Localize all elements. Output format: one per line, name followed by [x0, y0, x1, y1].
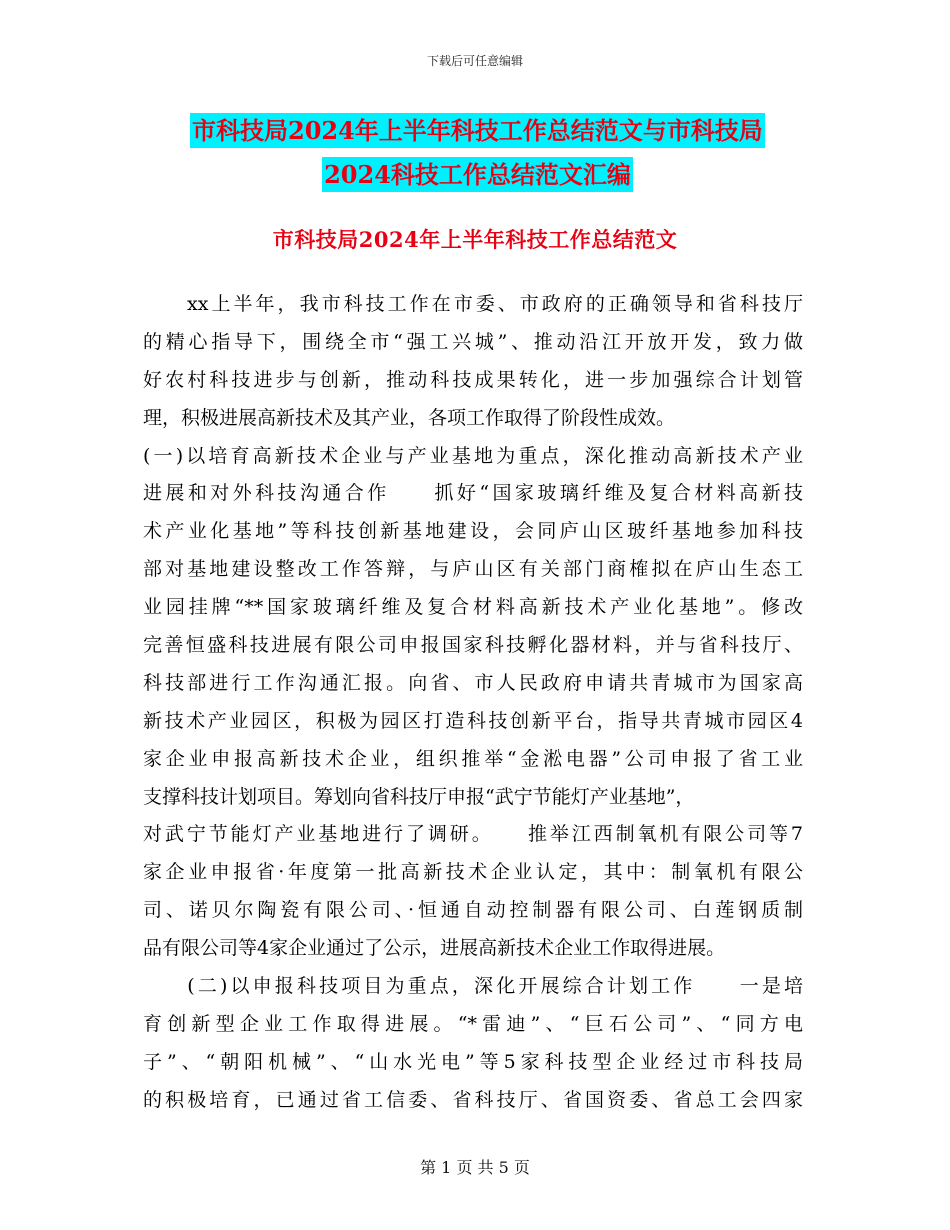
body-line: 的精心指导下，围绕全市“强工兴城”、推动沿江开放开发，致力做 [143, 330, 803, 353]
body-line: 部对基地建设整改工作答辩，与庐山区有关部门商榷拟在庐山生态工 [143, 558, 803, 581]
document-title-line-2 [145, 160, 810, 190]
body-line: 品有限公司等4家企业通过了公示，进展高新技术企业工作取得进展。 [143, 937, 726, 960]
body-line: xx上半年，我市科技工作在市委、市政府的正确领导和省科技厅 [143, 293, 803, 315]
body-line: 科技部进行工作沟通汇报。向省、市人民政府申请共青城市为国家高 [143, 671, 803, 694]
body-line: 完善恒盛科技进展有限公司申报国家科技孵化器材料，并与省科技厅、 [143, 634, 803, 657]
body-line: 支撑科技计划项目。筹划向省科技厅申报“武宁节能灯产业基地”， [143, 785, 695, 808]
header-note: 下载后可任意编辑 [426, 54, 523, 68]
body-line: 好农村科技进步与创新，推动科技成果转化，进一步加强综合计划管 [143, 368, 803, 391]
document-title-line-1 [190, 116, 810, 146]
body-line: 家企业申报高新技术企业，组织推举“金淞电器”公司申报了省工业 [143, 747, 803, 770]
document-title-text-2: 2024科技工作总结范文汇编 [322, 157, 633, 192]
body-line: (一)以培育高新技术企业与产业基地为重点，深化推动高新技术产业 [143, 444, 803, 467]
body-line: 对武宁节能灯产业基地进行了调研。 推举江西制氧机有限公司等7 [143, 823, 803, 846]
section-title: 市科技局2024年上半年科技工作总结范文 [272, 227, 678, 252]
body-line: 新技术产业园区，积极为园区打造科技创新平台，指导共青城市园区4 [143, 709, 803, 732]
body-line: 业园挂牌“**国家玻璃纤维及复合材料高新技术产业化基地”。修改 [143, 596, 803, 619]
body-line: (二)以申报科技项目为重点，深化开展综合计划工作 一是培 [143, 975, 803, 998]
body-line: 的积极培育，已通过省工信委、省科技厅、省国资委、省总工会四家 [143, 1088, 803, 1111]
page-number: 第 1 页 共 5 页 [420, 1158, 530, 1177]
body-line: 术产业化基地”等科技创新基地建设，会同庐山区玻纤基地参加科技 [143, 520, 803, 543]
body-line: 进展和对外科技沟通合作 抓好“国家玻璃纤维及复合材料高新技 [143, 482, 803, 505]
body-line: 子”、“朝阳机械”、“山水光电”等5家科技型企业经过市科技局 [143, 1050, 803, 1073]
body-line: 理，积极进展高新技术及其产业，各项工作取得了阶段性成效。 [143, 406, 676, 429]
body-line: 司、诺贝尔陶瓷有限公司、·恒通自动控制器有限公司、白莲钢质制 [143, 899, 803, 922]
body-text [143, 286, 803, 1120]
body-line: 家企业申报省·年度第一批高新技术企业认定，其中：制氧机有限公 [143, 861, 803, 884]
document-title-text-1: 市科技局2024年上半年科技工作总结范文与市科技局 [190, 113, 765, 148]
body-line: 育创新型企业工作取得进展。“*雷迪”、“巨石公司”、“同方电 [143, 1012, 803, 1035]
